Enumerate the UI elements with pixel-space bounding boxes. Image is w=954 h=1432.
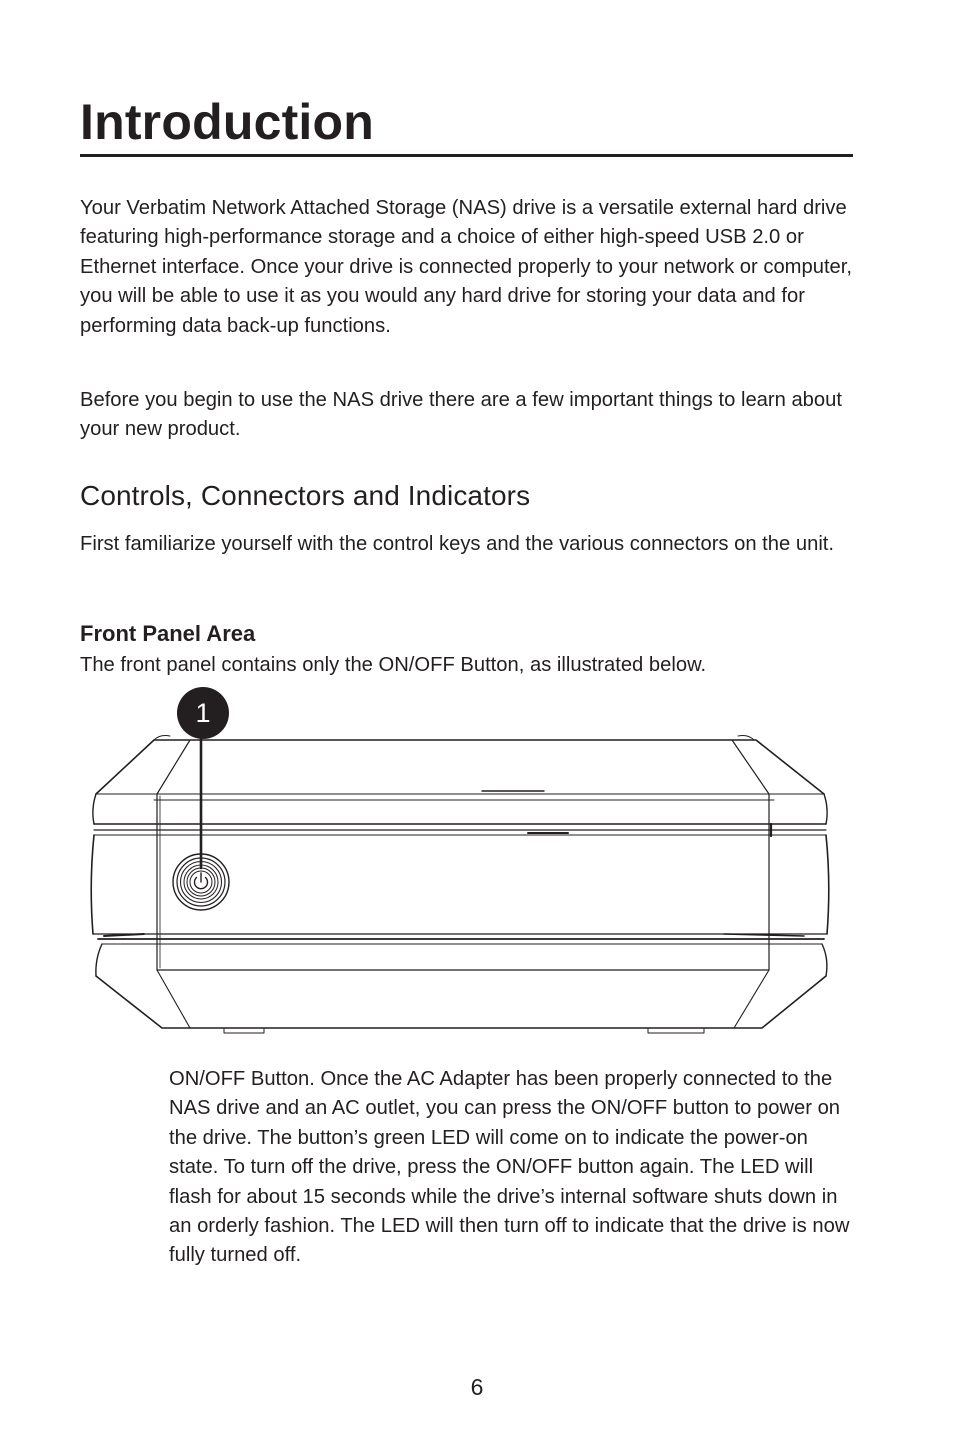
title-underline xyxy=(80,154,853,157)
callout-description: ON/OFF Button. Once the AC Adapter has been properly connected to the NAS drive and an AC outlet, you can press the ON/OFF button to power on the drive. The button’s green LED will come on to indicate the power-on state. To turn off the drive, press the ON/OFF button again. The LED will flash for about 15 seconds while the drive’s internal software shuts down in an orderly fashion. The LED will then turn off to indicate that the drive is now fully turned off. xyxy=(169,1068,850,1267)
section-heading: Controls, Connectors and Indicators xyxy=(80,480,531,511)
page-number: 6 xyxy=(470,1374,484,1400)
section-text: First familiarize yourself with the control keys and the various connectors on the unit. xyxy=(80,533,835,555)
front-panel-illustration xyxy=(84,684,840,1040)
page-title: Introduction xyxy=(80,94,375,150)
subsection-heading: Front Panel Area xyxy=(80,621,256,646)
intro-paragraph-2: Before you begin to use the NAS drive there are a few important things to learn about your new product. xyxy=(80,389,842,441)
intro-paragraph-1: Your Verbatim Network Attached Storage (NAS) drive is a versatile external hard drive featuring high-performance storage and a choice of either high-speed USB 2.0 or Ethernet interface. Once your drive is connected properly to your network or computer, you will be able to use it as you would any hard drive for storing your data and for performing data back-up functions. xyxy=(80,197,852,337)
callout-number-badge: 1 xyxy=(177,687,229,739)
power-icon xyxy=(195,873,208,889)
subsection-text: The front panel contains only the ON/OFF Button, as illustrated below. xyxy=(80,654,707,676)
